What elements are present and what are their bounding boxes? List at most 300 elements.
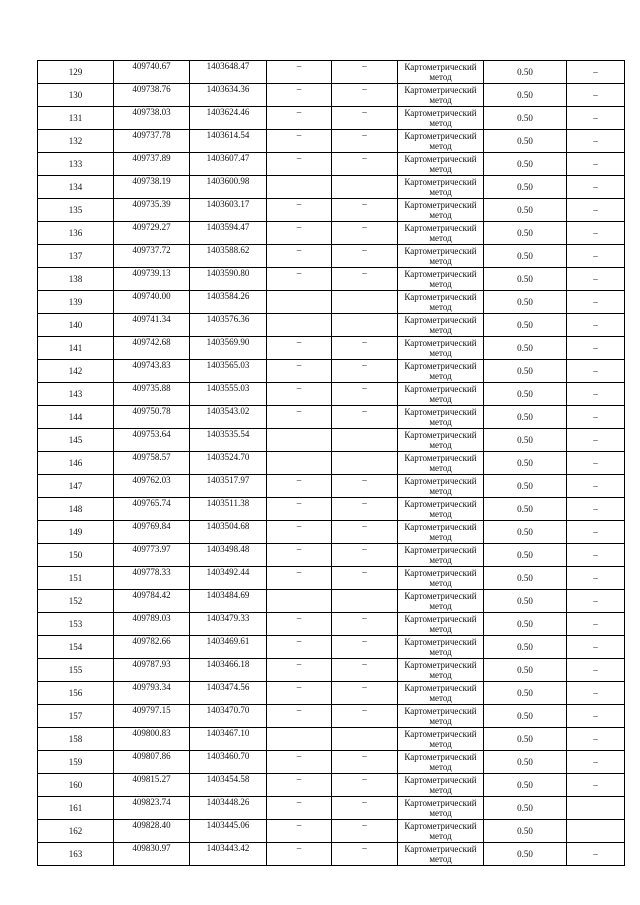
- accuracy-cell: 0.50: [484, 452, 567, 475]
- accuracy-cell: 0.50: [484, 84, 567, 107]
- col5-cell: –: [332, 153, 398, 176]
- point-number-cell: 131: [38, 107, 114, 130]
- y-coordinate-cell: 1403504.68: [190, 521, 267, 544]
- x-coordinate-cell: 409769.84: [114, 521, 190, 544]
- last-cell: –: [567, 613, 625, 636]
- x-coordinate-cell: 409738.19: [114, 176, 190, 199]
- accuracy-cell: 0.50: [484, 705, 567, 728]
- method-cell: Картометрический метод: [398, 268, 484, 291]
- method-cell: Картометрический метод: [398, 705, 484, 728]
- col4-cell: –: [267, 61, 332, 84]
- table-row: [38, 751, 625, 774]
- point-number-cell: 162: [38, 820, 114, 843]
- x-coordinate-cell: 409787.93: [114, 659, 190, 682]
- point-number-cell: 147: [38, 475, 114, 498]
- y-coordinate-cell: 1403569.90: [190, 337, 267, 360]
- y-coordinate-cell: 1403445.06: [190, 820, 267, 843]
- col5-cell: –: [332, 61, 398, 84]
- last-cell: –: [567, 475, 625, 498]
- col4-cell: –: [267, 544, 332, 567]
- accuracy-cell: 0.50: [484, 268, 567, 291]
- point-number-cell: 145: [38, 429, 114, 452]
- col5-cell: –: [332, 521, 398, 544]
- col4-cell: –: [267, 360, 332, 383]
- table-row: [38, 820, 625, 843]
- accuracy-cell: 0.50: [484, 797, 567, 820]
- col5-cell: –: [332, 337, 398, 360]
- point-number-cell: 158: [38, 728, 114, 751]
- y-coordinate-cell: 1403517.97: [190, 475, 267, 498]
- table-row: [38, 590, 625, 613]
- method-cell: Картометрический метод: [398, 429, 484, 452]
- y-coordinate-cell: 1403498.48: [190, 544, 267, 567]
- col4-cell: –: [267, 498, 332, 521]
- col4-cell: –: [267, 774, 332, 797]
- col4-cell: –: [267, 199, 332, 222]
- method-cell: Картометрический метод: [398, 222, 484, 245]
- point-number-cell: 150: [38, 544, 114, 567]
- point-number-cell: 139: [38, 291, 114, 314]
- point-number-cell: 148: [38, 498, 114, 521]
- point-number-cell: 151: [38, 567, 114, 590]
- col4-cell: –: [267, 567, 332, 590]
- col4-cell: –: [267, 406, 332, 429]
- x-coordinate-cell: 409789.03: [114, 613, 190, 636]
- x-coordinate-cell: 409737.72: [114, 245, 190, 268]
- col5-cell: –: [332, 199, 398, 222]
- y-coordinate-cell: 1403467.10: [190, 728, 267, 751]
- col4-cell: –: [267, 682, 332, 705]
- table-row: [38, 130, 625, 153]
- y-coordinate-cell: 1403648.47: [190, 61, 267, 84]
- table-row: [38, 797, 625, 820]
- col5-cell: [332, 452, 398, 475]
- table-row: [38, 728, 625, 751]
- point-number-cell: 152: [38, 590, 114, 613]
- col5-cell: –: [332, 751, 398, 774]
- y-coordinate-cell: 1403474.56: [190, 682, 267, 705]
- point-number-cell: 129: [38, 61, 114, 84]
- col4-cell: [267, 590, 332, 613]
- point-number-cell: 143: [38, 383, 114, 406]
- col5-cell: –: [332, 544, 398, 567]
- x-coordinate-cell: 409784.42: [114, 590, 190, 613]
- method-cell: Картометрический метод: [398, 291, 484, 314]
- last-cell: –: [567, 337, 625, 360]
- col4-cell: –: [267, 337, 332, 360]
- table-row: [38, 61, 625, 84]
- table-row: [38, 360, 625, 383]
- y-coordinate-cell: 1403555.03: [190, 383, 267, 406]
- x-coordinate-cell: 409753.64: [114, 429, 190, 452]
- x-coordinate-cell: 409729.27: [114, 222, 190, 245]
- col5-cell: –: [332, 567, 398, 590]
- last-cell: –: [567, 567, 625, 590]
- point-number-cell: 163: [38, 843, 114, 866]
- method-cell: Картометрический метод: [398, 636, 484, 659]
- x-coordinate-cell: 409738.76: [114, 84, 190, 107]
- last-cell: –: [567, 222, 625, 245]
- table-row: [38, 682, 625, 705]
- table-row: [38, 314, 625, 337]
- point-number-cell: 138: [38, 268, 114, 291]
- method-cell: Картометрический метод: [398, 544, 484, 567]
- col5-cell: –: [332, 107, 398, 130]
- table-row: [38, 153, 625, 176]
- col5-cell: [332, 728, 398, 751]
- last-cell: –: [567, 268, 625, 291]
- accuracy-cell: 0.50: [484, 314, 567, 337]
- accuracy-cell: 0.50: [484, 429, 567, 452]
- col4-cell: –: [267, 820, 332, 843]
- y-coordinate-cell: 1403460.70: [190, 751, 267, 774]
- x-coordinate-cell: 409762.03: [114, 475, 190, 498]
- last-cell: –: [567, 590, 625, 613]
- col4-cell: –: [267, 222, 332, 245]
- method-cell: Картометрический метод: [398, 590, 484, 613]
- accuracy-cell: 0.50: [484, 774, 567, 797]
- x-coordinate-cell: 409740.00: [114, 291, 190, 314]
- point-number-cell: 156: [38, 682, 114, 705]
- x-coordinate-cell: 409750.78: [114, 406, 190, 429]
- table-row: [38, 567, 625, 590]
- method-cell: Картометрический метод: [398, 337, 484, 360]
- y-coordinate-cell: 1403584.26: [190, 291, 267, 314]
- method-cell: Картометрический метод: [398, 797, 484, 820]
- x-coordinate-cell: 409773.97: [114, 544, 190, 567]
- x-coordinate-cell: 409739.13: [114, 268, 190, 291]
- col5-cell: [332, 590, 398, 613]
- accuracy-cell: 0.50: [484, 337, 567, 360]
- col5-cell: –: [332, 498, 398, 521]
- col5-cell: –: [332, 797, 398, 820]
- x-coordinate-cell: 409800.83: [114, 728, 190, 751]
- col5-cell: –: [332, 406, 398, 429]
- table-row: [38, 774, 625, 797]
- y-coordinate-cell: 1403624.46: [190, 107, 267, 130]
- table-row: [38, 337, 625, 360]
- col5-cell: –: [332, 268, 398, 291]
- y-coordinate-cell: 1403524.70: [190, 452, 267, 475]
- accuracy-cell: 0.50: [484, 360, 567, 383]
- last-cell: –: [567, 682, 625, 705]
- y-coordinate-cell: 1403590.80: [190, 268, 267, 291]
- table-row: [38, 475, 625, 498]
- x-coordinate-cell: 409765.74: [114, 498, 190, 521]
- y-coordinate-cell: 1403479.33: [190, 613, 267, 636]
- col4-cell: –: [267, 153, 332, 176]
- accuracy-cell: 0.50: [484, 544, 567, 567]
- accuracy-cell: 0.50: [484, 843, 567, 866]
- last-cell: –: [567, 636, 625, 659]
- accuracy-cell: 0.50: [484, 245, 567, 268]
- col4-cell: –: [267, 268, 332, 291]
- x-coordinate-cell: 409758.57: [114, 452, 190, 475]
- col5-cell: –: [332, 84, 398, 107]
- last-cell: –: [567, 452, 625, 475]
- col4-cell: –: [267, 475, 332, 498]
- col5-cell: –: [332, 613, 398, 636]
- table-row: [38, 199, 625, 222]
- accuracy-cell: 0.50: [484, 475, 567, 498]
- point-number-cell: 144: [38, 406, 114, 429]
- col4-cell: –: [267, 84, 332, 107]
- method-cell: Картометрический метод: [398, 751, 484, 774]
- point-number-cell: 159: [38, 751, 114, 774]
- method-cell: Картометрический метод: [398, 107, 484, 130]
- col5-cell: –: [332, 383, 398, 406]
- point-number-cell: 146: [38, 452, 114, 475]
- last-cell: –: [567, 291, 625, 314]
- last-cell: –: [567, 521, 625, 544]
- method-cell: Картометрический метод: [398, 84, 484, 107]
- y-coordinate-cell: 1403443.42: [190, 843, 267, 866]
- method-cell: Картометрический метод: [398, 498, 484, 521]
- last-cell: –: [567, 728, 625, 751]
- x-coordinate-cell: 409743.83: [114, 360, 190, 383]
- col5-cell: [332, 314, 398, 337]
- col5-cell: [332, 176, 398, 199]
- method-cell: Картометрический метод: [398, 567, 484, 590]
- point-number-cell: 149: [38, 521, 114, 544]
- y-coordinate-cell: 1403454.58: [190, 774, 267, 797]
- y-coordinate-cell: 1403535.54: [190, 429, 267, 452]
- x-coordinate-cell: 409782.66: [114, 636, 190, 659]
- col4-cell: [267, 452, 332, 475]
- y-coordinate-cell: 1403603.17: [190, 199, 267, 222]
- y-coordinate-cell: 1403634.36: [190, 84, 267, 107]
- col4-cell: –: [267, 751, 332, 774]
- point-number-cell: 134: [38, 176, 114, 199]
- point-number-cell: 153: [38, 613, 114, 636]
- y-coordinate-cell: 1403600.98: [190, 176, 267, 199]
- last-cell: –: [567, 130, 625, 153]
- accuracy-cell: 0.50: [484, 567, 567, 590]
- last-cell: –: [567, 176, 625, 199]
- x-coordinate-cell: 409815.27: [114, 774, 190, 797]
- point-number-cell: 132: [38, 130, 114, 153]
- coordinates-table: [37, 60, 625, 866]
- accuracy-cell: 0.50: [484, 153, 567, 176]
- y-coordinate-cell: 1403543.02: [190, 406, 267, 429]
- table-row: [38, 291, 625, 314]
- method-cell: Картометрический метод: [398, 682, 484, 705]
- col5-cell: –: [332, 475, 398, 498]
- col4-cell: [267, 728, 332, 751]
- point-number-cell: 157: [38, 705, 114, 728]
- last-cell: –: [567, 406, 625, 429]
- accuracy-cell: 0.50: [484, 498, 567, 521]
- table-row: [38, 613, 625, 636]
- table-row: [38, 521, 625, 544]
- last-cell: –: [567, 107, 625, 130]
- last-cell: –: [567, 544, 625, 567]
- x-coordinate-cell: 409738.03: [114, 107, 190, 130]
- method-cell: Картометрический метод: [398, 130, 484, 153]
- col4-cell: –: [267, 613, 332, 636]
- last-cell: –: [567, 498, 625, 521]
- table-row: [38, 406, 625, 429]
- x-coordinate-cell: 409737.89: [114, 153, 190, 176]
- col5-cell: –: [332, 222, 398, 245]
- last-cell: –: [567, 774, 625, 797]
- method-cell: Картометрический метод: [398, 728, 484, 751]
- last-cell: –: [567, 843, 625, 866]
- table-row: [38, 84, 625, 107]
- accuracy-cell: 0.50: [484, 61, 567, 84]
- col5-cell: –: [332, 130, 398, 153]
- accuracy-cell: 0.50: [484, 659, 567, 682]
- accuracy-cell: 0.50: [484, 199, 567, 222]
- method-cell: Картометрический метод: [398, 659, 484, 682]
- y-coordinate-cell: 1403607.47: [190, 153, 267, 176]
- col4-cell: [267, 176, 332, 199]
- last-cell: –: [567, 153, 625, 176]
- table-row: [38, 659, 625, 682]
- accuracy-cell: 0.50: [484, 613, 567, 636]
- col4-cell: –: [267, 245, 332, 268]
- y-coordinate-cell: 1403469.61: [190, 636, 267, 659]
- x-coordinate-cell: 409778.33: [114, 567, 190, 590]
- last-cell: [567, 797, 625, 820]
- x-coordinate-cell: 409735.88: [114, 383, 190, 406]
- y-coordinate-cell: 1403448.26: [190, 797, 267, 820]
- last-cell: –: [567, 751, 625, 774]
- x-coordinate-cell: 409737.78: [114, 130, 190, 153]
- method-cell: Картометрический метод: [398, 199, 484, 222]
- table-body: [38, 61, 625, 866]
- x-coordinate-cell: 409735.39: [114, 199, 190, 222]
- table-row: [38, 222, 625, 245]
- y-coordinate-cell: 1403576.36: [190, 314, 267, 337]
- method-cell: Картометрический метод: [398, 245, 484, 268]
- col5-cell: –: [332, 659, 398, 682]
- col4-cell: –: [267, 636, 332, 659]
- x-coordinate-cell: 409807.86: [114, 751, 190, 774]
- col4-cell: [267, 291, 332, 314]
- accuracy-cell: 0.50: [484, 107, 567, 130]
- method-cell: Картометрический метод: [398, 314, 484, 337]
- col4-cell: –: [267, 659, 332, 682]
- method-cell: Картометрический метод: [398, 360, 484, 383]
- table-row: [38, 429, 625, 452]
- accuracy-cell: 0.50: [484, 291, 567, 314]
- last-cell: –: [567, 314, 625, 337]
- point-number-cell: 133: [38, 153, 114, 176]
- col4-cell: –: [267, 521, 332, 544]
- x-coordinate-cell: 409740.67: [114, 61, 190, 84]
- point-number-cell: 141: [38, 337, 114, 360]
- accuracy-cell: 0.50: [484, 820, 567, 843]
- last-cell: –: [567, 199, 625, 222]
- col4-cell: –: [267, 843, 332, 866]
- last-cell: –: [567, 84, 625, 107]
- col4-cell: [267, 314, 332, 337]
- point-number-cell: 136: [38, 222, 114, 245]
- accuracy-cell: 0.50: [484, 751, 567, 774]
- table-row: [38, 705, 625, 728]
- last-cell: –: [567, 705, 625, 728]
- col5-cell: –: [332, 820, 398, 843]
- accuracy-cell: 0.50: [484, 728, 567, 751]
- col4-cell: –: [267, 705, 332, 728]
- x-coordinate-cell: 409797.15: [114, 705, 190, 728]
- y-coordinate-cell: 1403484.69: [190, 590, 267, 613]
- col5-cell: [332, 291, 398, 314]
- table-row: [38, 544, 625, 567]
- last-cell: –: [567, 659, 625, 682]
- last-cell: –: [567, 360, 625, 383]
- x-coordinate-cell: 409793.34: [114, 682, 190, 705]
- last-cell: –: [567, 245, 625, 268]
- point-number-cell: 137: [38, 245, 114, 268]
- col4-cell: [267, 429, 332, 452]
- method-cell: Картометрический метод: [398, 176, 484, 199]
- y-coordinate-cell: 1403588.62: [190, 245, 267, 268]
- method-cell: Картометрический метод: [398, 820, 484, 843]
- table-row: [38, 636, 625, 659]
- point-number-cell: 142: [38, 360, 114, 383]
- x-coordinate-cell: 409742.68: [114, 337, 190, 360]
- x-coordinate-cell: 409741.34: [114, 314, 190, 337]
- point-number-cell: 155: [38, 659, 114, 682]
- last-cell: [567, 820, 625, 843]
- point-number-cell: 160: [38, 774, 114, 797]
- point-number-cell: 130: [38, 84, 114, 107]
- y-coordinate-cell: 1403466.18: [190, 659, 267, 682]
- method-cell: Картометрический метод: [398, 406, 484, 429]
- method-cell: Картометрический метод: [398, 843, 484, 866]
- method-cell: Картометрический метод: [398, 153, 484, 176]
- table-row: [38, 245, 625, 268]
- method-cell: Картометрический метод: [398, 61, 484, 84]
- accuracy-cell: 0.50: [484, 222, 567, 245]
- accuracy-cell: 0.50: [484, 521, 567, 544]
- method-cell: Картометрический метод: [398, 383, 484, 406]
- accuracy-cell: 0.50: [484, 176, 567, 199]
- accuracy-cell: 0.50: [484, 636, 567, 659]
- accuracy-cell: 0.50: [484, 406, 567, 429]
- point-number-cell: 140: [38, 314, 114, 337]
- last-cell: –: [567, 383, 625, 406]
- last-cell: –: [567, 429, 625, 452]
- method-cell: Картометрический метод: [398, 475, 484, 498]
- col4-cell: –: [267, 383, 332, 406]
- y-coordinate-cell: 1403511.38: [190, 498, 267, 521]
- method-cell: Картометрический метод: [398, 521, 484, 544]
- accuracy-cell: 0.50: [484, 383, 567, 406]
- point-number-cell: 154: [38, 636, 114, 659]
- point-number-cell: 161: [38, 797, 114, 820]
- col5-cell: –: [332, 245, 398, 268]
- x-coordinate-cell: 409823.74: [114, 797, 190, 820]
- table-row: [38, 107, 625, 130]
- col4-cell: –: [267, 107, 332, 130]
- y-coordinate-cell: 1403614.54: [190, 130, 267, 153]
- table-row: [38, 452, 625, 475]
- x-coordinate-cell: 409830.97: [114, 843, 190, 866]
- col5-cell: –: [332, 636, 398, 659]
- table-row: [38, 176, 625, 199]
- method-cell: Картометрический метод: [398, 774, 484, 797]
- table-row: [38, 268, 625, 291]
- col5-cell: –: [332, 705, 398, 728]
- accuracy-cell: 0.50: [484, 130, 567, 153]
- col4-cell: –: [267, 130, 332, 153]
- table-row: [38, 498, 625, 521]
- accuracy-cell: 0.50: [484, 590, 567, 613]
- method-cell: Картометрический метод: [398, 613, 484, 636]
